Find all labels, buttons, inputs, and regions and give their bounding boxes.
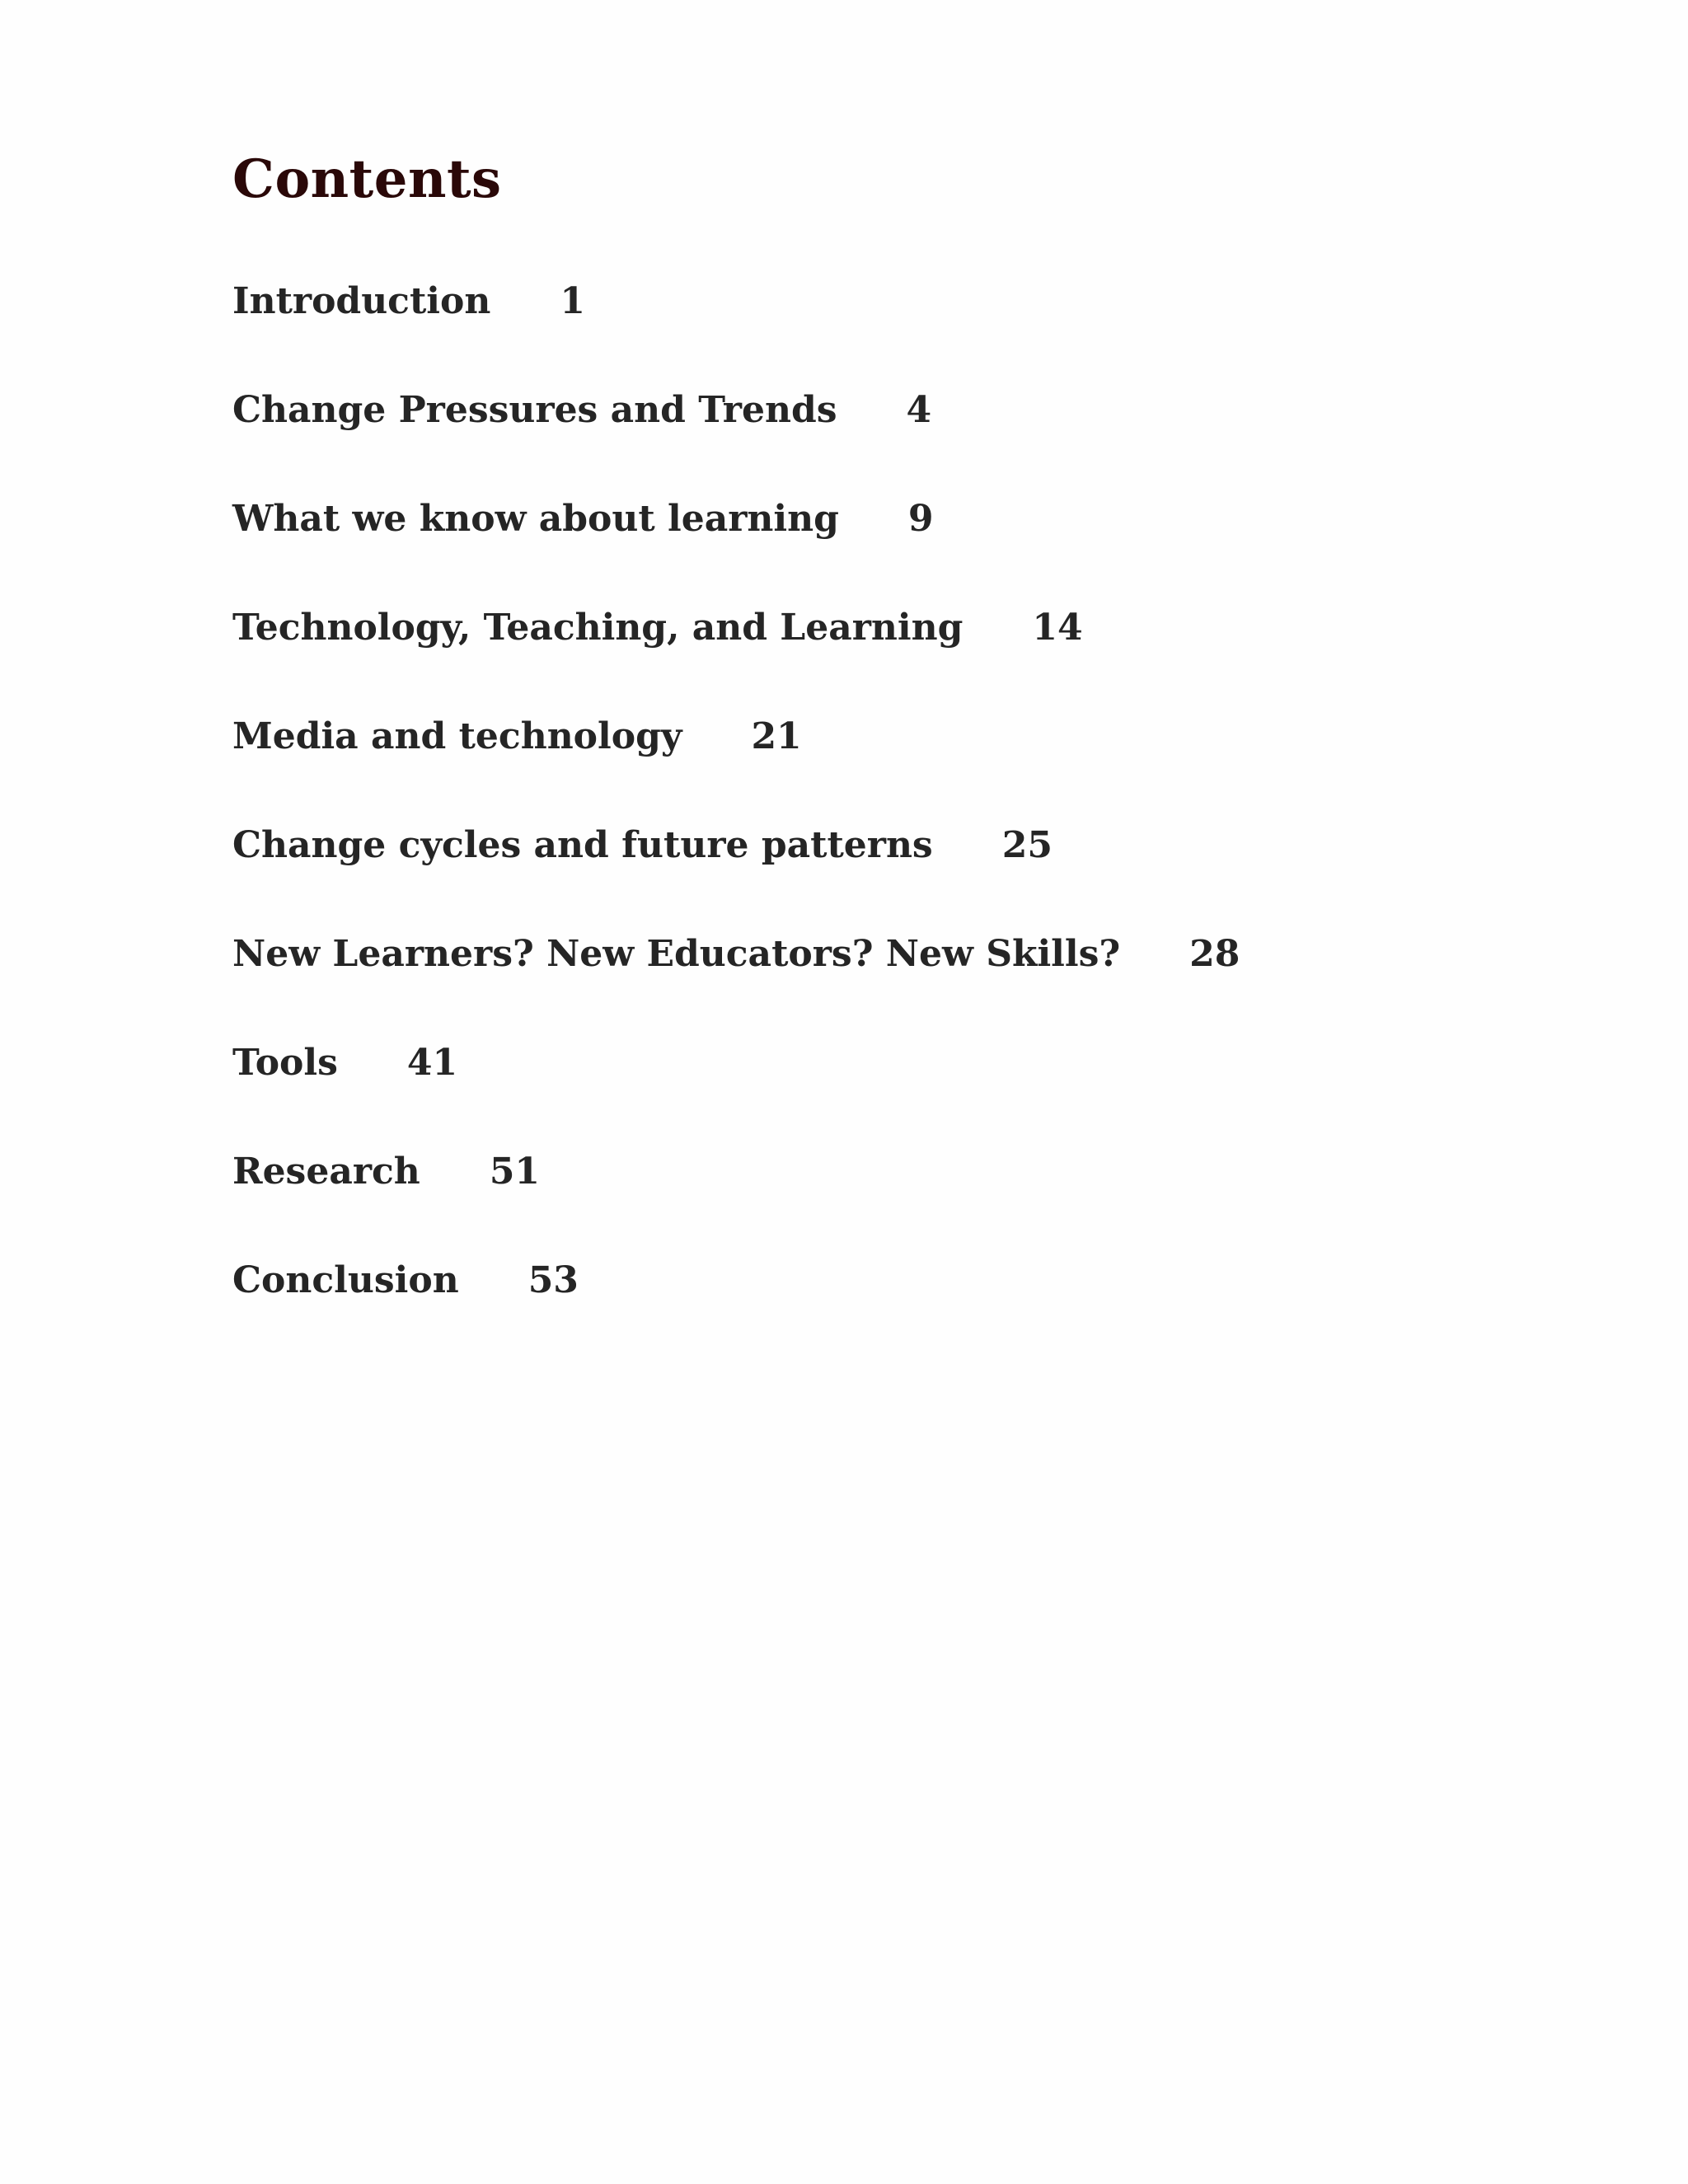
toc-entry-page-number: 41 (406, 1042, 458, 1084)
toc-entry-tools[interactable] (232, 1042, 1240, 1154)
toc-entry-what-we-know-about-learning[interactable] (232, 498, 1240, 610)
table-of-contents (232, 280, 1240, 1371)
toc-entry-title: Media and technology (232, 715, 682, 757)
toc-entry-page-number: 14 (1032, 607, 1083, 649)
toc-entry-change-pressures-and-trends[interactable] (232, 389, 1240, 501)
toc-entry-title: Research (232, 1151, 420, 1193)
toc-entry-title: What we know about learning (232, 498, 839, 540)
toc-entry-page-number: 28 (1189, 933, 1240, 975)
toc-entry-page-number: 1 (560, 280, 585, 322)
toc-entry-media-and-technology[interactable] (232, 715, 1240, 827)
toc-entry-page-number: 21 (751, 715, 802, 757)
toc-entry-title: Tools (232, 1042, 338, 1084)
toc-entry-new-learners-new-educators-new-skills[interactable] (232, 933, 1240, 1045)
toc-entry-page-number: 25 (1001, 824, 1053, 866)
toc-entry-title: Technology, Teaching, and Learning (232, 607, 964, 649)
toc-entry-introduction[interactable] (232, 280, 1240, 392)
toc-entry-technology-teaching-and-learning[interactable] (232, 607, 1240, 719)
toc-entry-title: Change cycles and future patterns (232, 824, 933, 866)
toc-entry-page-number: 9 (907, 498, 934, 540)
toc-entry-page-number: 4 (906, 389, 932, 431)
contents-heading: Contents (232, 148, 502, 210)
toc-entry-page-number: 51 (489, 1151, 541, 1193)
toc-entry-title: Change Pressures and Trends (232, 389, 837, 431)
toc-entry-page-number: 53 (528, 1259, 579, 1301)
toc-entry-title: Introduction (232, 280, 491, 322)
toc-entry-conclusion[interactable] (232, 1259, 1240, 1371)
toc-entry-change-cycles-and-future-patterns[interactable] (232, 824, 1240, 936)
toc-entry-title: Conclusion (232, 1259, 459, 1301)
toc-entry-title: New Learners? New Educators? New Skills? (232, 933, 1121, 975)
toc-entry-research[interactable] (232, 1151, 1240, 1263)
